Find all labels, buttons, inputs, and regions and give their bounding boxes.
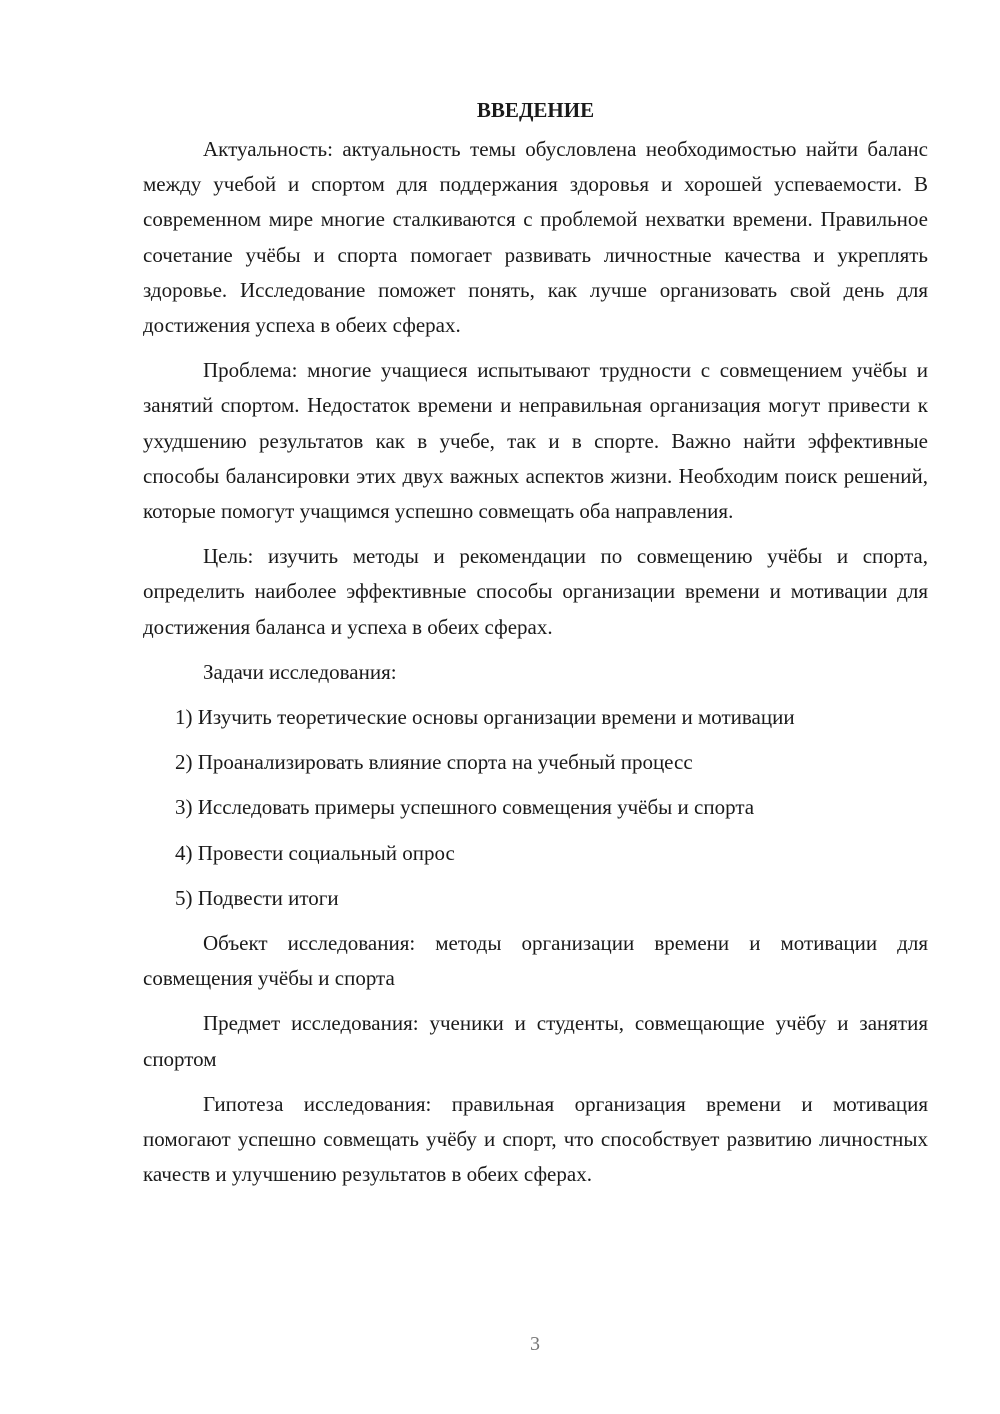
paragraph-hypothesis: Гипотеза исследования: правильная организация времени и мотивация помогают успешно совмещать учёбу и спорт, что способствует развитию личностных качеств и улучшению результатов в обеих сферах. <box>143 1091 928 1187</box>
tasks-list <box>143 700 928 916</box>
list-item: 1) Изучить теоретические основы организации времени и мотивации <box>175 705 795 730</box>
paragraph-object: Объект исследования: методы организации времени и мотивации для совмещения учёбы и спорта <box>143 931 928 991</box>
list-item: 3) Исследовать примеры успешного совмещения учёбы и спорта <box>175 795 755 820</box>
list-item: 4) Провести социальный опрос <box>175 840 455 865</box>
paragraph-subject: Предмет исследования: ученики и студенты, совмещающие учёбу и занятия спортом <box>143 1011 928 1071</box>
page-number: 3 <box>530 1333 540 1355</box>
paragraph-problem: Проблема: многие учащиеся испытывают трудности с совмещением учёбы и занятий спортом. Недостаток времени и неправильная организация могут привести к ухудшению результатов как в учебе, так и в спорте. Важно найти эффективные способы балансировки этих двух важных аспектов жизни. Необходим поиск решений, которые помогут учащимся успешно совмещать оба направления. <box>143 358 928 524</box>
list-item: 5) Подвести итоги <box>175 885 339 910</box>
page-title: ВВЕДЕНИЕ <box>476 98 595 122</box>
tasks-heading: Задачи исследования: <box>203 659 397 684</box>
document-page <box>143 94 928 1202</box>
list-item: 2) Проанализировать влияние спорта на учебный процесс <box>175 750 693 775</box>
paragraph-relevance: Актуальность: актуальность темы обусловлена необходимостью найти баланс между учебой и спортом для поддержания здоровья и хорошей успеваемости. В современном мире многие сталкиваются с проблемой нехватки времени. Правильное сочетание учёбы и спорта помогает развивать личностные качества и укреплять здоровье. Исследование поможет понять, как лучше организовать свой день для достижения успеха в обеих сферах. <box>143 137 928 338</box>
paragraph-goal: Цель: изучить методы и рекомендации по совмещению учёбы и спорта, определить наиболее эффективные способы организации времени и мотивации для достижения баланса и успеха в обеих сферах. <box>143 544 928 639</box>
